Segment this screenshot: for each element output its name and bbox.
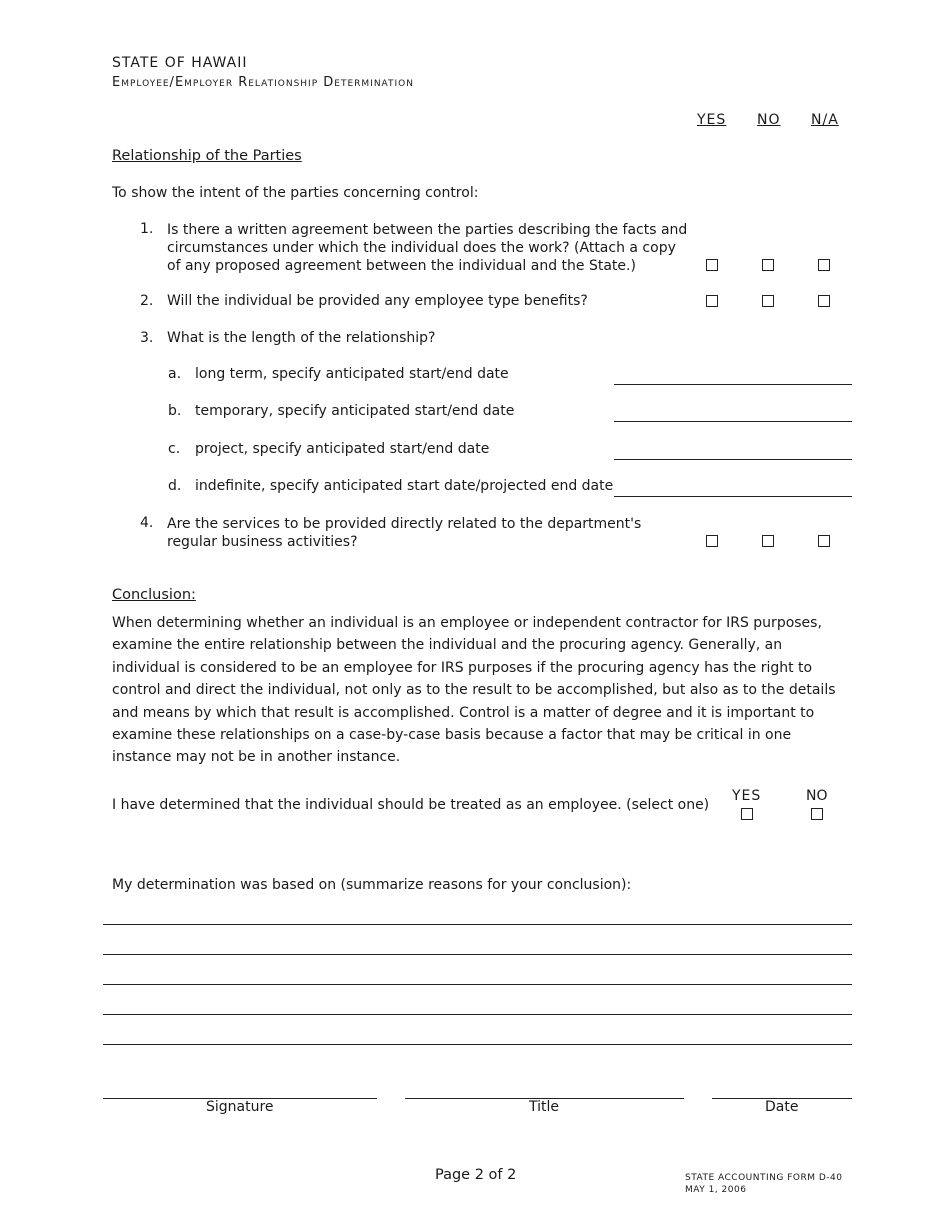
section-heading: Relationship of the Parties [112,148,302,164]
sub-item-b-letter: b. [168,403,182,419]
determination-yes-label: YES [732,788,762,804]
signature-label: Signature [206,1099,274,1115]
question-4-number: 4. [140,515,154,531]
question-1-text [167,221,687,275]
section-intro: To show the intent of the parties concerning control: [112,185,479,201]
question-4-line-1: Are the services to be provided directly related to the department's [167,516,642,532]
question-2-number: 2. [140,293,154,309]
sub-item-d-letter: d. [168,478,182,494]
determination-no-label: NO [806,788,828,804]
question-4-line-2: regular business activities? [167,534,358,550]
q4-no-checkbox[interactable] [762,535,774,547]
sub-item-a-field[interactable] [614,384,852,385]
determination-no-checkbox[interactable] [811,808,823,820]
reason-line-4[interactable] [103,1014,852,1015]
q1-yes-checkbox[interactable] [706,259,718,271]
reason-line-1[interactable] [103,924,852,925]
question-3-text: What is the length of the relationship? [167,330,436,346]
title-label: Title [529,1099,560,1115]
determination-statement: I have determined that the individual should be treated as an employee. (select one) [112,797,710,813]
q2-no-checkbox[interactable] [762,295,774,307]
sub-item-a-text: long term, specify anticipated start/end date [195,366,509,382]
reasons-label: My determination was based on (summarize reasons for your conclusion): [112,877,632,893]
state-header: STATE OF HAWAII [112,55,248,71]
question-3-number: 3. [140,330,154,346]
column-na: N/A [811,112,839,128]
date-label: Date [765,1099,799,1115]
page-number: Page 2 of 2 [435,1167,517,1183]
question-1-line-3: of any proposed agreement between the individual and the State.) [167,258,636,274]
form-id: STATE ACCOUNTING FORM D-40 [685,1173,843,1183]
reason-line-3[interactable] [103,984,852,985]
question-1-number: 1. [140,221,154,237]
sub-item-d-text: indefinite, specify anticipated start date/projected end date [195,478,614,494]
q4-yes-checkbox[interactable] [706,535,718,547]
sub-item-b-field[interactable] [614,421,852,422]
sub-item-c-letter: c. [168,441,181,457]
conclusion-paragraph: When determining whether an individual is an employee or independent contractor for IRS purposes, examine the entire relationship between the individual and the procuring agency. Generally, an individual is considered to be an employee for IRS purposes if the procuring agency has the right to control and direct the individual, not only as to the result to be accomplished, but also as to the details and means by which that result is accomplished. Control is a matter of degree and it is important to examine these relationships on a case-by-case basis because a factor that may be critical in one instance may not be in another instance. [112,615,836,766]
column-no: NO [757,112,781,128]
sub-item-c-field[interactable] [614,459,852,460]
question-1-line-2: circumstances under which the individual does the work? (Attach a copy [167,240,676,256]
form-title: Employee/Employer Relationship Determination [112,75,414,90]
determination-yes-checkbox[interactable] [741,808,753,820]
sub-item-c-text: project, specify anticipated start/end date [195,441,490,457]
sub-item-a-letter: a. [168,366,182,382]
reason-line-2[interactable] [103,954,852,955]
question-1-line-1: Is there a written agreement between the parties describing the facts and [167,222,688,238]
q2-na-checkbox[interactable] [818,295,830,307]
conclusion-heading: Conclusion: [112,587,196,603]
form-date: MAY 1, 2006 [685,1185,747,1195]
q1-na-checkbox[interactable] [818,259,830,271]
question-2-text: Will the individual be provided any employee type benefits? [167,293,588,309]
q1-no-checkbox[interactable] [762,259,774,271]
question-4-text [167,515,641,551]
q4-na-checkbox[interactable] [818,535,830,547]
column-yes: YES [697,112,727,128]
reason-line-5[interactable] [103,1044,852,1045]
sub-item-d-field[interactable] [614,496,852,497]
q2-yes-checkbox[interactable] [706,295,718,307]
sub-item-b-text: temporary, specify anticipated start/end date [195,403,515,419]
